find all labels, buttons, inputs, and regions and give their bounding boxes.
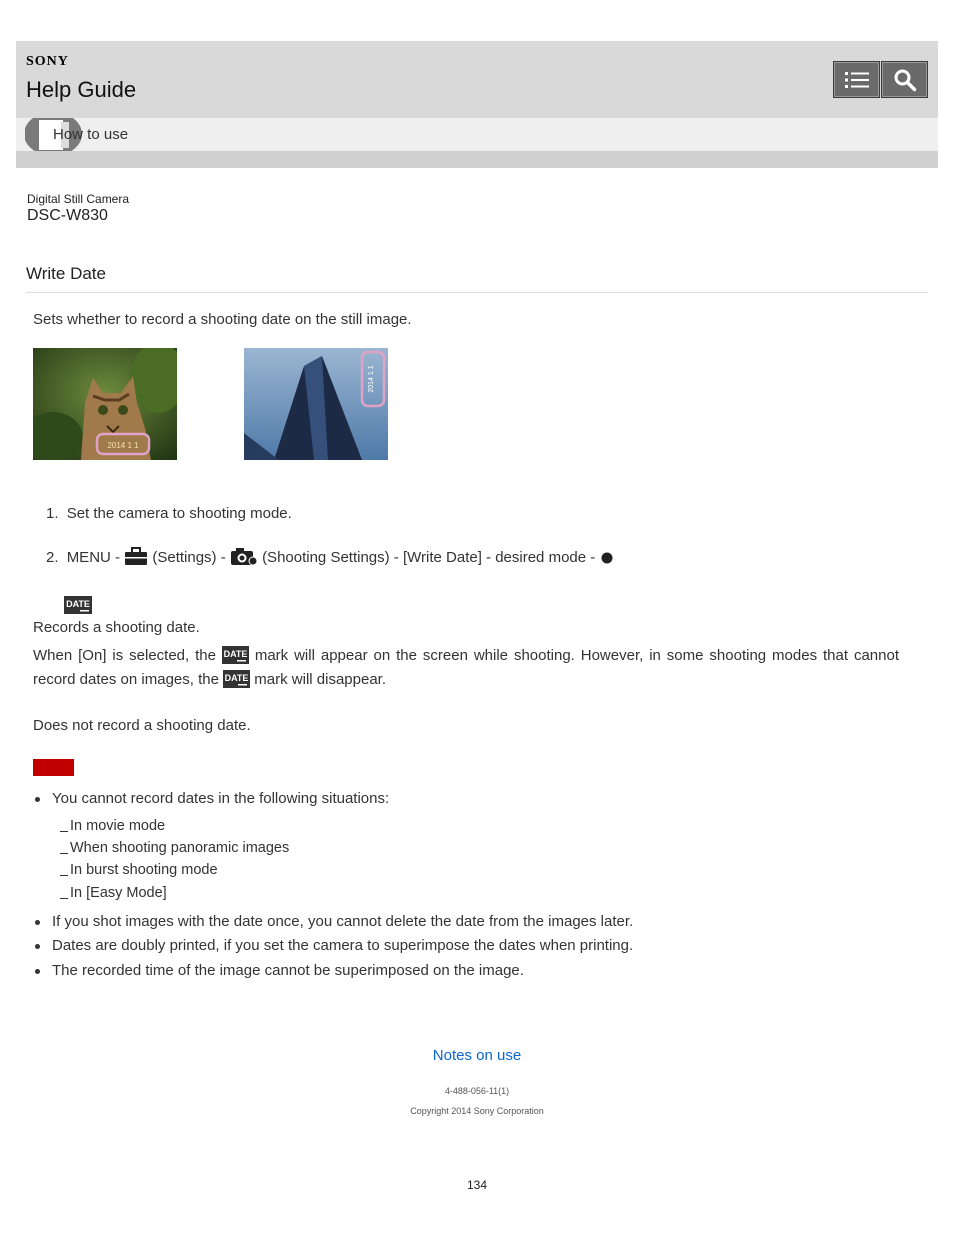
search-icon xyxy=(893,68,917,92)
step-number: 2. xyxy=(46,549,59,566)
on-detail xyxy=(33,644,899,692)
note-item-1 xyxy=(35,790,389,807)
menu-label: MENU - xyxy=(66,549,121,566)
sub-item-text: In burst shooting mode xyxy=(70,862,218,878)
shooting-settings-label: (Shooting Settings) - [Write Date] - desired mode - xyxy=(262,549,596,566)
date-stamp-building: 2014 1 1 xyxy=(368,365,375,393)
page-title: Write Date xyxy=(26,264,106,283)
toc-button[interactable] xyxy=(833,61,880,98)
svg-text:DATE: DATE xyxy=(223,649,248,659)
date-on-icon xyxy=(64,596,92,619)
breadcrumb-divider xyxy=(16,151,938,168)
help-guide-title[interactable]: Help Guide xyxy=(26,77,137,102)
on-detail-part: cannot record dates on images, the xyxy=(33,647,900,688)
title-divider xyxy=(26,292,928,293)
sub-item-movie xyxy=(60,818,165,834)
on-detail-part: mark will disappear. xyxy=(254,671,387,688)
step-2 xyxy=(46,546,615,566)
sub-item-panoramic xyxy=(60,840,289,856)
copyright-text: Copyright 2014 Sony Corporation xyxy=(410,1106,544,1116)
breadcrumb-link[interactable]: How to use xyxy=(53,126,129,143)
note-text: Dates are doubly printed, if you set the camera to superimpose the dates when printing. xyxy=(52,937,634,954)
settings-label: (Settings) - xyxy=(152,549,226,566)
step-text: Set the camera to shooting mode. xyxy=(66,505,292,522)
sub-item-text: In [Easy Mode] xyxy=(70,885,167,901)
date-mark-icon xyxy=(223,670,250,688)
notes-on-use-link[interactable]: Notes on use xyxy=(432,1047,522,1064)
cat-photo xyxy=(33,348,177,460)
on-detail-part: When [On] is selected, the xyxy=(33,647,216,664)
camera-settings-icon xyxy=(230,546,258,566)
building-photo xyxy=(244,348,388,460)
product-model: DSC-W830 xyxy=(27,207,108,224)
note-item-4 xyxy=(35,962,524,979)
note-text: If you shot images with the date once, you cannot delete the date from the images later. xyxy=(52,913,634,930)
note-text: You cannot record dates in the following situations: xyxy=(52,790,390,807)
document-number: 4-488-056-11(1) xyxy=(444,1086,510,1096)
note-item-3 xyxy=(35,937,633,954)
date-mark-icon xyxy=(222,646,249,664)
center-button-icon xyxy=(599,550,615,566)
sub-item-text: In movie mode xyxy=(70,818,166,834)
note-item-2 xyxy=(35,913,633,930)
svg-text:DATE: DATE xyxy=(224,673,249,683)
note-badge xyxy=(33,759,74,776)
breadcrumb-bar xyxy=(16,118,938,151)
note-text: The recorded time of the image cannot be superimposed on the image. xyxy=(52,962,524,979)
sony-logo: SONY xyxy=(26,54,69,69)
product-category: Digital Still Camera xyxy=(27,192,130,206)
header-bar xyxy=(16,41,938,118)
step-1 xyxy=(46,505,292,522)
svg-text:DATE: DATE xyxy=(66,599,90,609)
date-stamp-cat: 2014 1 1 xyxy=(107,441,139,450)
search-button[interactable] xyxy=(881,61,928,98)
toolbox-icon xyxy=(124,546,148,566)
intro-text: Sets whether to record a shooting date on the still image. xyxy=(33,311,412,328)
sub-item-burst xyxy=(60,862,218,878)
off-description: Does not record a shooting date. xyxy=(33,717,251,734)
on-detail-part: mark will appear on the screen while shooting. However, in some shooting modes that xyxy=(254,647,849,664)
page-number: 134 xyxy=(466,1178,488,1192)
sub-item-easy-mode xyxy=(60,885,167,901)
sub-item-text: When shooting panoramic images xyxy=(70,840,290,856)
step-number: 1. xyxy=(46,505,59,522)
list-icon xyxy=(844,69,870,91)
on-description: Records a shooting date. xyxy=(33,619,200,636)
